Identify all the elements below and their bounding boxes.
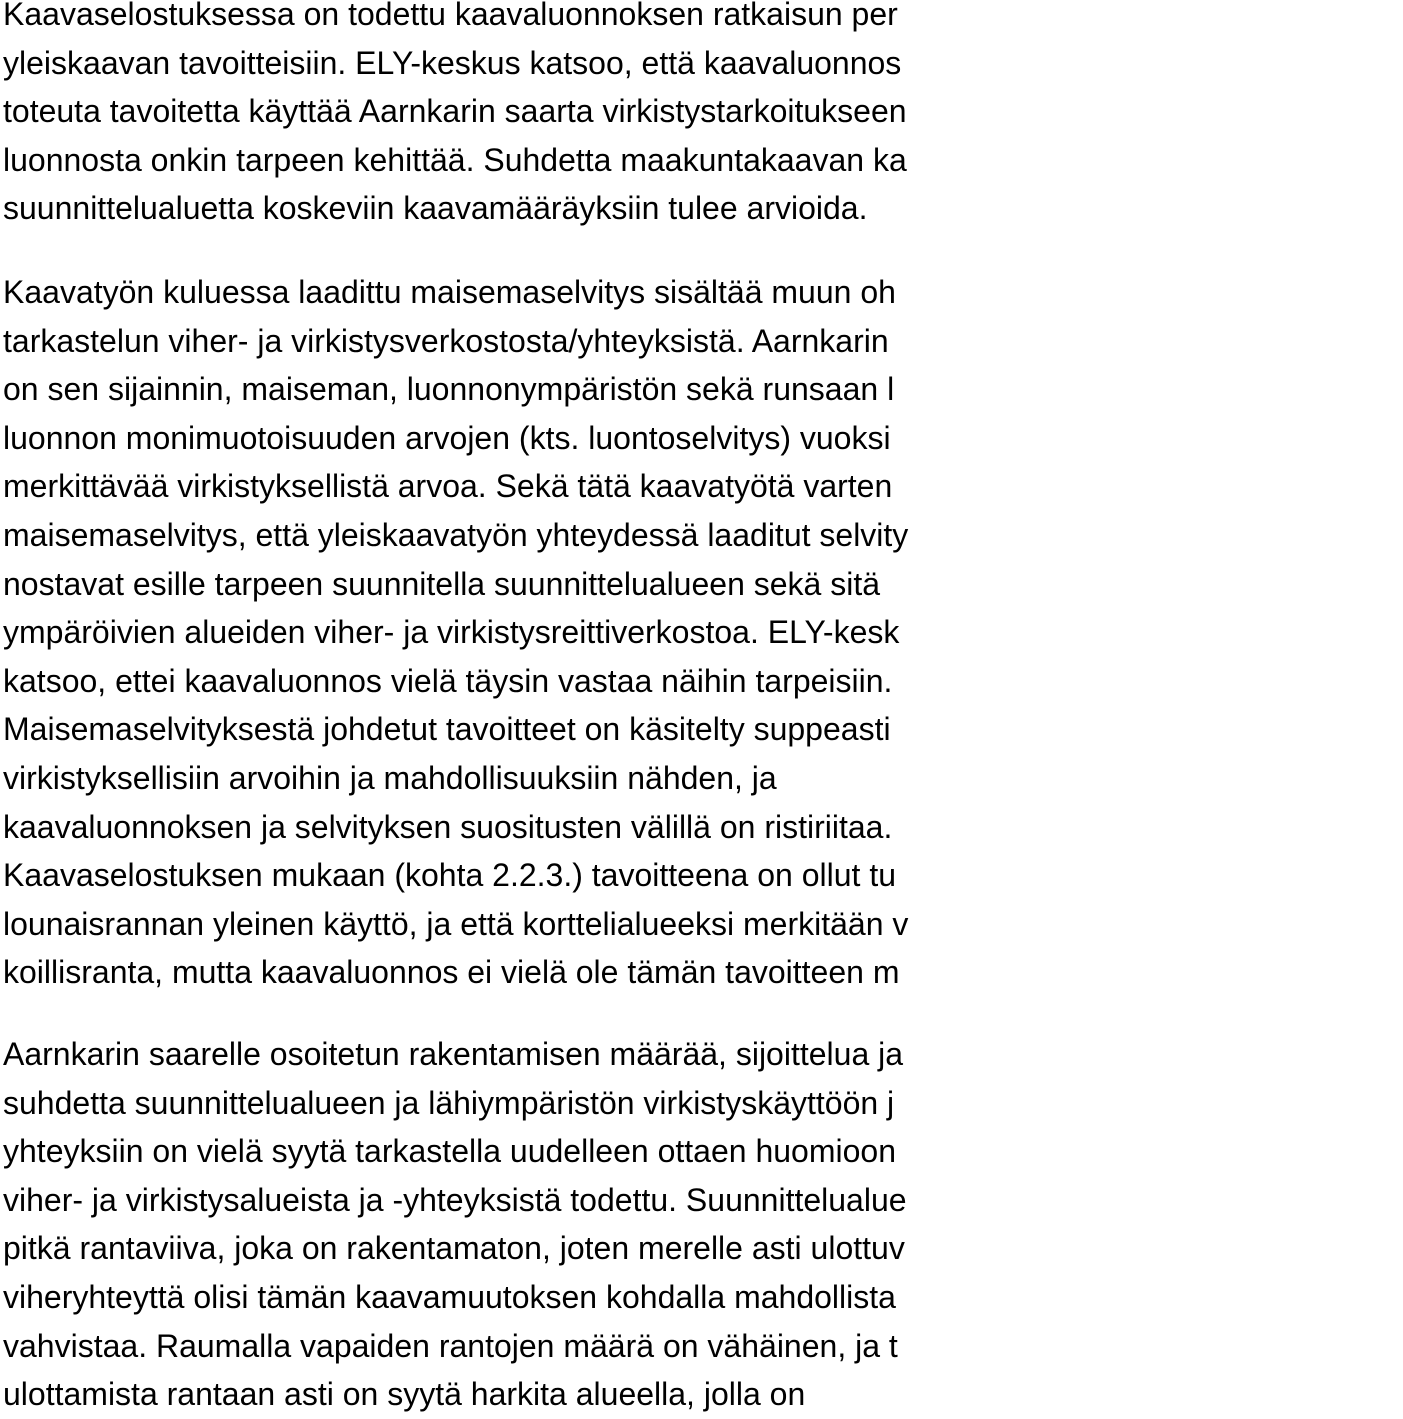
text-line: katsoo, ettei kaavaluonnos vielä täysin vastaa näihin tarpeisiin.: [3, 662, 893, 699]
text-line: Aarnkarin saarelle osoitetun rakentamisen määrää, sijoittelua ja: [3, 1036, 904, 1072]
text-line: Kaavatyön kuluessa laadittu maisemaselvitys sisältää muun oh: [3, 274, 896, 310]
text-line: luonnon monimuotoisuuden arvojen (kts. luontoselvitys) vuoksi: [3, 419, 891, 456]
text-line: suhdetta suunnittelualueen ja lähiympäristön virkistyskäyttöön j: [3, 1084, 895, 1121]
paragraph-1: [3, 0, 1403, 233]
text-line: luonnosta onkin tarpeen kehittää. Suhdetta maakuntakaavan ka: [3, 141, 907, 178]
text-line: viher- ja virkistysalueista ja -yhteyksistä todettu. Suunnittelualue: [3, 1181, 907, 1218]
text-line: kaavaluonnoksen ja selvityksen suositusten välillä on ristiriitaa.: [3, 808, 893, 845]
text-line: suunnittelualuetta koskeviin kaavamääräyksiin tulee arvioida.: [3, 190, 868, 227]
paragraph-3: [3, 1030, 1403, 1419]
text-line: virkistyksellisiin arvoihin ja mahdollisuuksiin nähden, ja: [3, 759, 777, 796]
text-line: Maisemaselvityksestä johdetut tavoitteet on käsitelty suppeasti: [3, 711, 891, 748]
text-line: yleiskaavan tavoitteisiin. ELY-keskus katsoo, että kaavaluonnos: [3, 44, 902, 81]
text-line: koillisranta, mutta kaavaluonnos ei vielä ole tämän tavoitteen m: [3, 954, 900, 991]
text-line: ympäröivien alueiden viher- ja virkistysreittiverkostoa. ELY-kesk: [3, 614, 900, 651]
text-line: ulottamista rantaan asti on syytä harkita alueella, jolla on: [3, 1376, 806, 1413]
text-line: lounaisrannan yleinen käyttö, ja että korttelialueeksi merkitään v: [3, 905, 909, 942]
text-line: nostavat esille tarpeen suunnitella suunnittelualueen sekä sitä: [3, 565, 881, 602]
text-line: on sen sijainnin, maiseman, luonnonympäristön sekä runsaan l: [3, 371, 895, 408]
text-line: Kaavaselostuksessa on todettu kaavaluonnoksen ratkaisun per: [3, 0, 898, 32]
text-line: maisemaselvitys, että yleiskaavatyön yhteydessä laaditut selvity: [3, 516, 909, 553]
text-line: toteuta tavoitetta käyttää Aarnkarin saarta virkistystarkoitukseen: [3, 93, 907, 130]
text-line: pitkä rantaviiva, joka on rakentamaton, joten merelle asti ulottuv: [3, 1230, 905, 1267]
paragraph-2: [3, 268, 1403, 997]
text-line: vahvistaa. Raumalla vapaiden rantojen määrä on vähäinen, ja t: [3, 1327, 898, 1364]
text-line: merkittävää virkistyksellistä arvoa. Sekä tätä kaavatyötä varten: [3, 468, 893, 505]
text-line: tarkastelun viher- ja virkistysverkostosta/yhteyksistä. Aarnkarin: [3, 322, 889, 359]
text-line: viheryhteyttä olisi tämän kaavamuutoksen kohdalla mahdollista: [3, 1278, 896, 1315]
text-line: yhteyksiin on vielä syytä tarkastella uudelleen ottaen huomioon: [3, 1133, 896, 1170]
text-line: Kaavaselostuksen mukaan (kohta 2.2.3.) tavoitteena on ollut tu: [3, 857, 896, 894]
